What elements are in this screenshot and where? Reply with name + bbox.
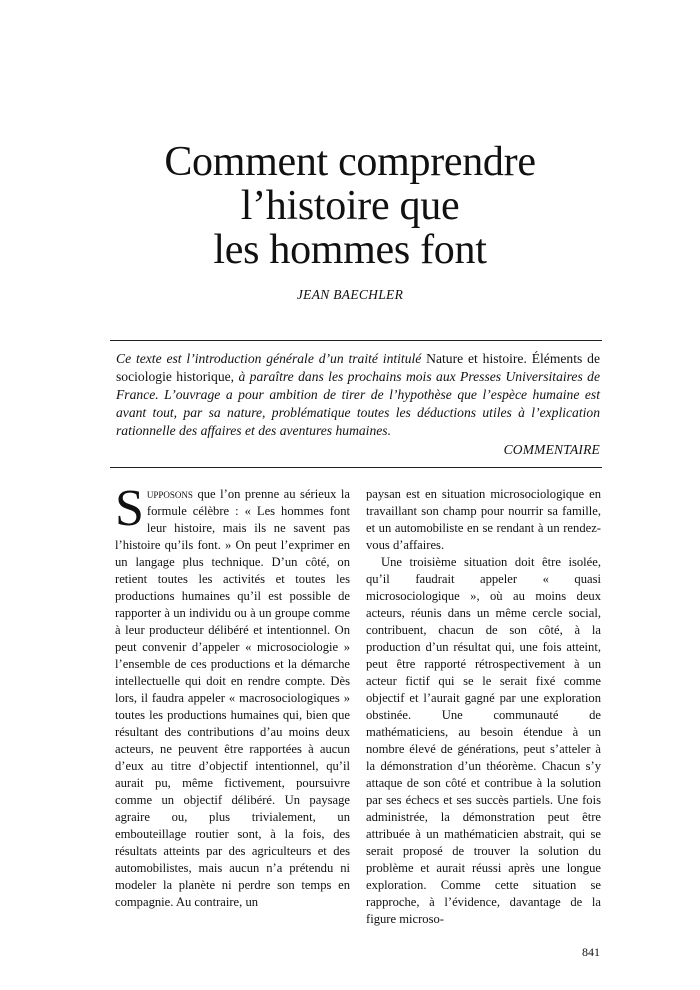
abstract-book-title: Nature et histoire. Éléments de sociologie historique, (116, 351, 600, 384)
body-column-left (115, 480, 350, 911)
body-column-right (366, 486, 601, 928)
drop-cap: S (115, 480, 144, 537)
body-paragraph-1 (115, 480, 350, 911)
section-label: COMMENTAIRE (503, 442, 600, 457)
article-title (0, 140, 700, 272)
title-line-1: Comment comprendre (164, 139, 536, 185)
bottom-rule (110, 467, 602, 468)
lead-small-caps: upposons (146, 487, 193, 501)
title-line-3: les hommes font (213, 227, 487, 273)
top-rule (110, 340, 602, 341)
page-number: 841 (582, 945, 600, 959)
abstract-rest: à paraître dans les prochains mois aux Presses Universitaires de France. L’ouvrage a pour ambition de tirer de l’hypothèse que l’espèce humaine est avant tout, par sa nature, problématique toutes les déductions utiles à l’explication rationnelle des affaires et des aventures humaines. (116, 369, 600, 438)
title-line-2: l’histoire que (240, 183, 460, 229)
body-paragraph-3: Une troisième situation doit être isolée, qu’il faudrait appeler « quasi microsociologique », où au moins deux acteurs, réunis dans un même cercle social, contribuent, chacun de son côté, à la production d’un résultat qui, une fois atteint, peut être rapporté rétrospectivement à un acteur fictif qui se le serait fixé comme objectif et l’aurait gagné par une exploration obstinée. Une communauté de mathématiciens, au besoin étendue à un nombre élevé de générations, peut s’atteler à la démonstration d’un théorème. Chacun s’y attaque de son côté et contribue à la solution par ses échecs et ses succès partiels. Une fois administrée, la démonstration peut être attribuée à un mathématicien abstrait, qui se serait proposé de trouver la solution du problème et aurait réussi après une longue exploration. Comme cette situation se rapproche, à l’évidence, davantage de la figure microso- (366, 555, 601, 926)
left-column-text: que l’on prenne au sérieux la formule célèbre : « Les hommes font leur histoire, mais ils ne savent pas l’histoire qu’ils font. » On peut l’exprimer en un langage plus technique. D’un côté, on retient toutes les activités et toutes les productions humaines qu’il est possible de rapporter à un individu ou à un groupe comme à leur producteur délibéré et intentionnel. On peut convenir d’appeler « microsociologie » l’ensemble de ces productions et la démarche intellectuelle qui doit en rendre compte. Dès lors, il faudra appeler « macrosociologiques » toutes les productions humaines qui, bien que résultant des contributions d’au moins deux acteurs, ne peuvent être rapportées à aucun d’eux au titre d’objectif intentionnel, qu’il aurait pu, même fictivement, poursuivre comme un objectif délibéré. Un paysage agraire ou, plus trivialement, un embouteillage routier sont, à la fois, des résultats atteints par des agriculteurs et des automobilistes, mais aucun n’a prétendu ni modeler la planète ni perdre son temps en compagnie. Au contraire, un (115, 487, 350, 909)
abstract (116, 350, 600, 440)
author-name: JEAN BAECHLER (296, 287, 404, 302)
abstract-intro: Ce texte est l’introduction générale d’un traité intitulé (116, 351, 427, 366)
body-paragraph-2: paysan est en situation microsociologique en travaillant son champ pour nourrir sa famille, et un automobiliste en se rendant à un rendez-vous d’affaires. (366, 487, 601, 552)
